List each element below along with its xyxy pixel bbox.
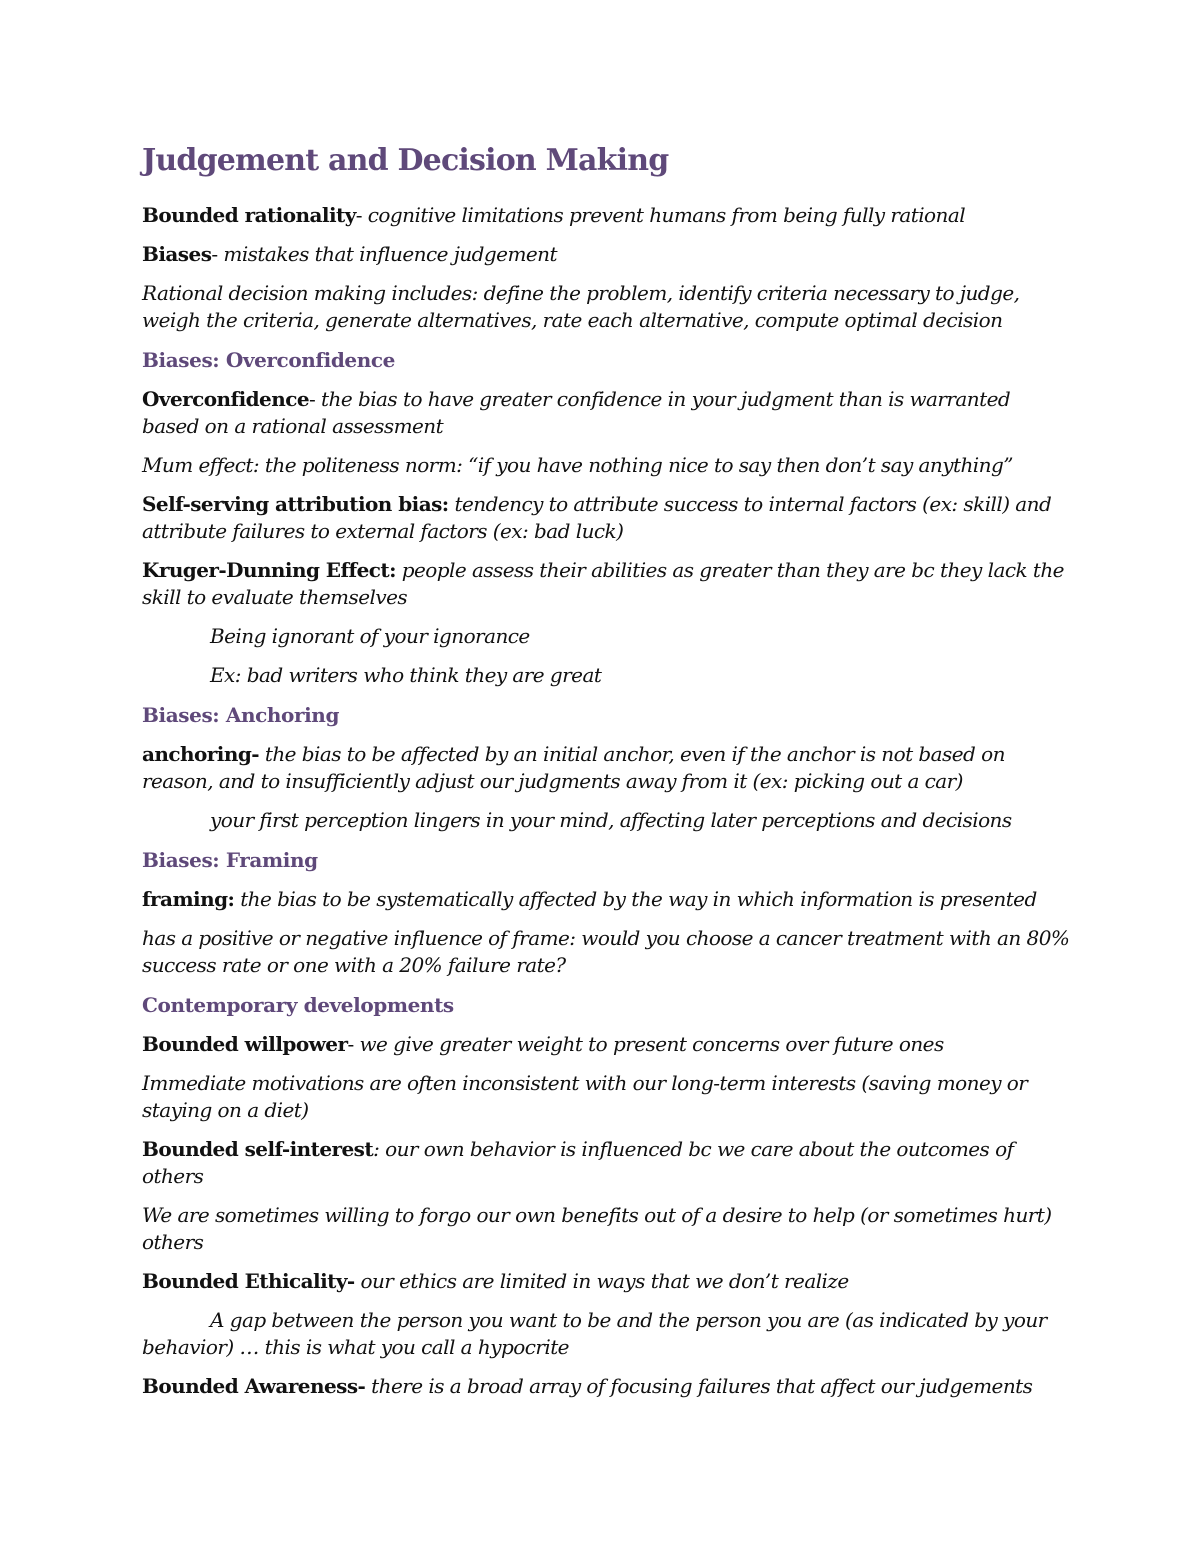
heading-overconfidence: Biases: Overconfidence <box>142 348 395 372</box>
separator: - <box>347 1032 360 1056</box>
heading-contemporary-developments: Contemporary developments <box>142 993 454 1017</box>
paragraph-bounded-self-interest <box>142 1136 1072 1190</box>
term: Bounded rationality <box>142 203 356 227</box>
term: Bounded self-interest <box>142 1137 374 1161</box>
body-text: Ex: bad writers who think they are great <box>210 663 602 687</box>
body-text: Mum effect: the politeness norm: “if you have nothing nice to say then don’t say anything” <box>142 453 1013 477</box>
definition: the bias to be affected by an initial anchor, even if the anchor is not based on reason, and to insufficiently adjust our judgments away from it (ex: picking out a car) <box>142 742 1005 793</box>
heading-framing: Biases: Framing <box>142 848 318 872</box>
body-text: Immediate motivations are often inconsistent with our long-term interests (saving money or staying on a diet) <box>142 1071 1028 1122</box>
paragraph-bad-writers <box>142 662 1072 689</box>
body-text: your first perception lingers in your mind, affecting later perceptions and decisions <box>210 808 1012 832</box>
paragraph-bounded-rationality <box>142 202 1072 229</box>
paragraph-framing <box>142 886 1072 913</box>
paragraph-biases <box>142 241 1072 268</box>
definition: our ethics are limited in ways that we don’t realize <box>360 1269 849 1293</box>
definition: people assess their abilities as greater than they are bc they lack the skill to evaluate themselves <box>142 558 1064 609</box>
paragraph-kruger-dunning <box>142 557 1072 611</box>
paragraph-bounded-awareness <box>142 1373 1072 1400</box>
paragraph-rational-decision-making <box>142 280 1072 334</box>
term: anchoring- <box>142 742 260 766</box>
body-text: We are sometimes willing to forgo our own benefits out of a desire to help (or sometimes hurt) others <box>142 1203 1052 1254</box>
paragraph-ignorance <box>142 623 1072 650</box>
definition: mistakes that influence judgement <box>223 242 557 266</box>
definition: our own behavior is influenced bc we care about the outcomes of others <box>142 1137 1014 1188</box>
term: framing: <box>142 887 235 911</box>
paragraph-forgo-benefits <box>142 1202 1072 1256</box>
definition: there is a broad array of focusing failures that affect our judgements <box>371 1374 1033 1398</box>
term: Overconfidence <box>142 387 310 411</box>
term: Bounded Awareness- <box>142 1374 366 1398</box>
body-text: has a positive or negative influence of frame: would you choose a cancer treatment with an 80% success rate or one with a 20% failure rate? <box>142 926 1070 977</box>
definition: the bias to be systematically affected by the way in which information is presented <box>240 887 1037 911</box>
paragraph-anchoring <box>142 741 1072 795</box>
term: Bounded willpower <box>142 1032 348 1056</box>
separator: - <box>211 242 224 266</box>
separator: - <box>355 203 368 227</box>
page-title: Judgement and Decision Making <box>142 143 669 178</box>
separator: - <box>309 387 322 411</box>
paragraph-overconfidence <box>142 386 1072 440</box>
separator: : <box>373 1137 386 1161</box>
paragraph-bounded-ethicality <box>142 1268 1072 1295</box>
paragraph-self-serving-bias <box>142 491 1072 545</box>
body-text: Rational decision making includes: define the problem, identify criteria necessary to judge, weigh the criteria, generate alternatives, rate each alternative, compute optimal decision <box>142 281 1020 332</box>
paragraph-immediate-motivations <box>142 1070 1072 1124</box>
term: Bounded Ethicality- <box>142 1269 355 1293</box>
body-text: Being ignorant of your ignorance <box>210 624 530 648</box>
heading-anchoring: Biases: Anchoring <box>142 703 340 727</box>
body-text: A gap between the person you want to be and the person you are (as indicated by your behavior) … this is what you call a hypocrite <box>142 1308 1047 1359</box>
paragraph-frame-influence <box>142 925 1072 979</box>
term: Biases <box>142 242 212 266</box>
definition: tendency to attribute success to internal factors (ex: skill) and attribute failures to external factors (ex: bad luck) <box>142 492 1052 543</box>
paragraph-bounded-willpower <box>142 1031 1072 1058</box>
paragraph-hypocrite <box>142 1307 1072 1361</box>
term: Kruger-Dunning Effect: <box>142 558 396 582</box>
paragraph-mum-effect <box>142 452 1072 479</box>
definition: we give greater weight to present concerns over future ones <box>359 1032 944 1056</box>
term: Self-serving attribution bias: <box>142 492 449 516</box>
document-body <box>142 140 1072 1412</box>
paragraph-first-perception <box>142 807 1072 834</box>
definition: cognitive limitations prevent humans from being fully rational <box>367 203 966 227</box>
definition: the bias to have greater confidence in your judgment than is warranted based on a rational assessment <box>142 387 1011 438</box>
